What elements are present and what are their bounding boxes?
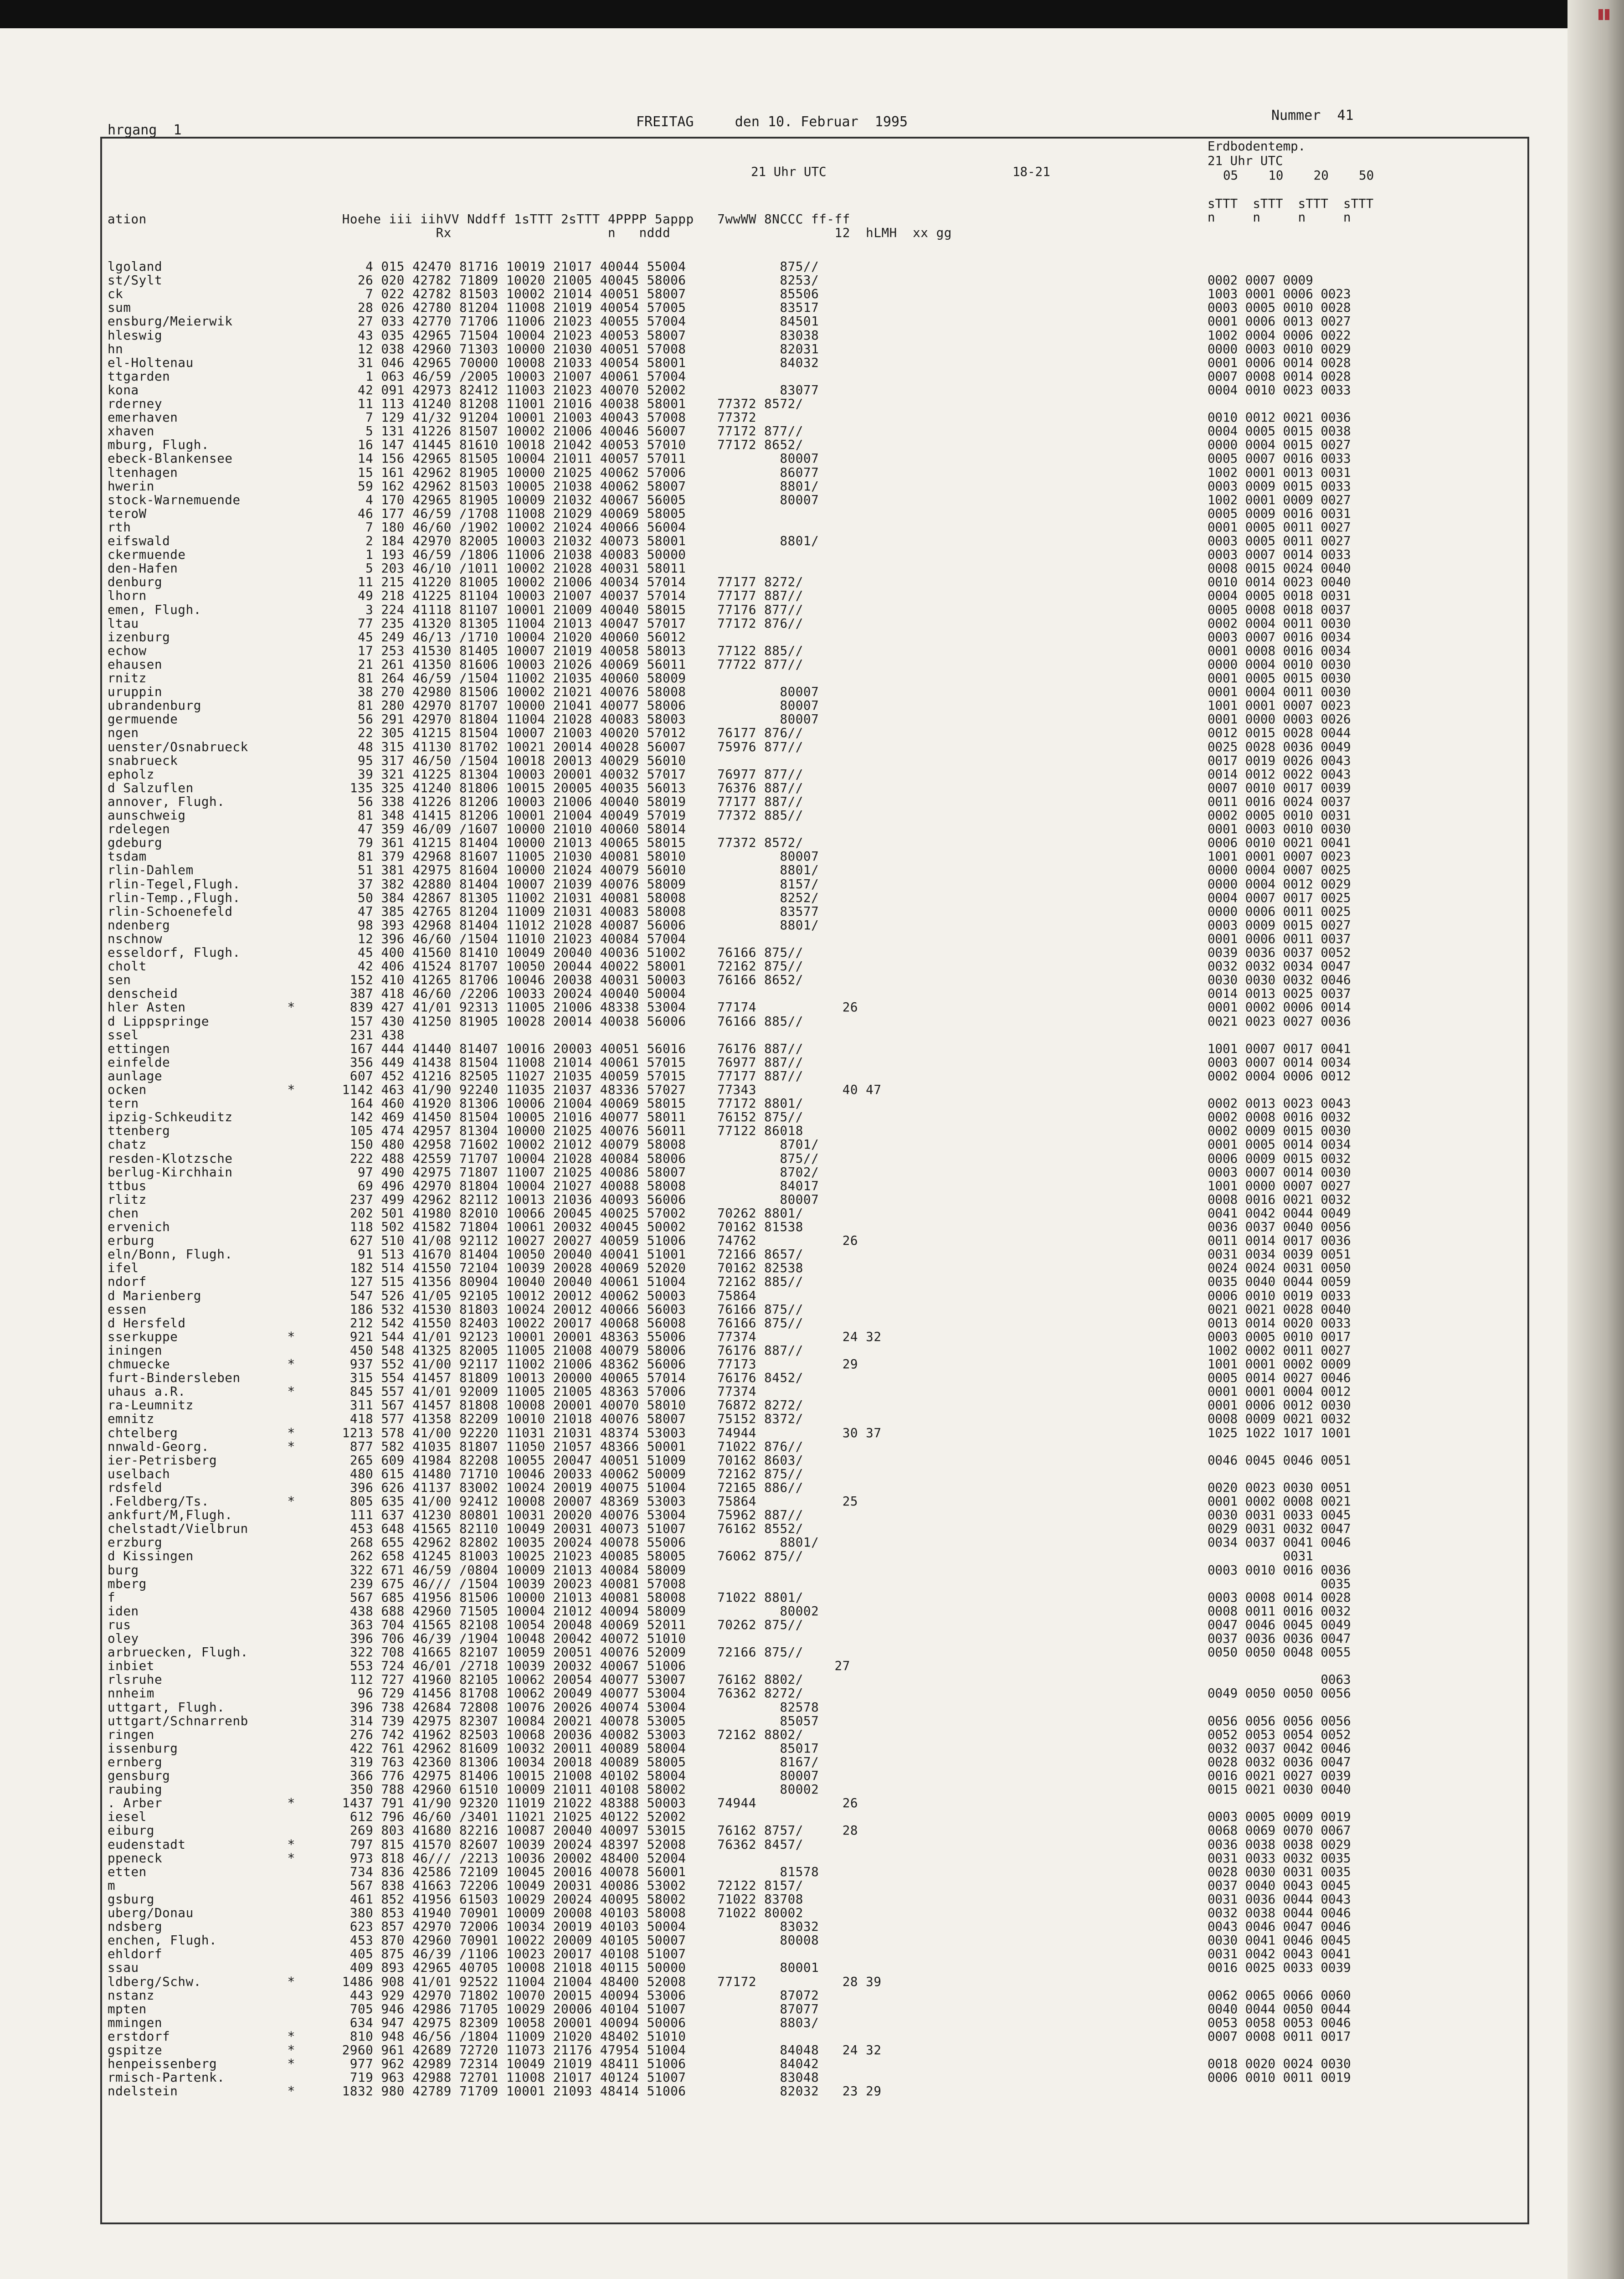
station-row: ubrandenburg 81 280 42970 81707 10000 21041 40077 58006 80007 — [108, 698, 819, 713]
station-row: esseldorf, Flugh. 45 400 41560 81410 10049 20040 40036 51002 76166 875// — [108, 945, 803, 960]
station-row: kona 42 091 42973 82412 11003 21023 40070 52002 83077 — [108, 382, 819, 397]
soil-temp-row: 0001 0001 0004 0012 — [1208, 1384, 1351, 1399]
station-row: tsdam 81 379 42968 81607 11005 21030 40081 58010 80007 — [108, 849, 819, 864]
station-row: ra-Leumnitz 311 567 41457 81808 10008 20001 40070 58010 76872 8272/ — [108, 1398, 803, 1413]
soil-temp-row: 0031 0036 0044 0043 — [1208, 1892, 1351, 1907]
station-row: uruppin 38 270 42980 81506 10002 21021 40076 58008 80007 — [108, 685, 819, 700]
soil-temp-row: 0002 0004 0006 0012 — [1208, 1068, 1351, 1083]
soil-temp-row: 0037 0036 0036 0047 — [1208, 1631, 1351, 1646]
station-row: nschnow 12 396 46/60 /1504 11010 21023 40084 57004 — [108, 931, 686, 946]
soil-temp-row: 0001 0005 0011 0027 — [1208, 520, 1351, 535]
header-top-rule — [100, 137, 1527, 139]
station-row: rlin-Tegel,Flugh. 37 382 42880 81404 10007 21039 40076 58009 8157/ — [108, 877, 819, 892]
soil-temp-row: 0001 0006 0011 0037 — [1208, 931, 1351, 946]
soil-temp-row: 0001 0002 0008 0021 — [1208, 1494, 1351, 1509]
header-date: FREITAG den 10. Februar 1995 — [636, 114, 908, 130]
station-row: ernberg 319 763 42360 81306 10034 20018 40089 58005 8167/ — [108, 1754, 819, 1769]
station-row: uhaus a.R. * 845 557 41/01 92009 11005 21005 48363 57006 77374 — [108, 1384, 756, 1399]
station-row: ngen 22 305 41215 81504 10007 21003 40020 57012 76177 876// — [108, 726, 803, 741]
station-row: chen 202 501 41980 82010 10066 20045 40025 57002 70262 8801/ — [108, 1206, 803, 1221]
station-row: eiburg 269 803 41680 82216 10087 20040 40097 53015 76162 8757/ 28 — [108, 1823, 858, 1838]
station-row: ltau 77 235 41320 81305 11004 21013 40047 57017 77172 876// — [108, 616, 803, 631]
station-row: germuende 56 291 42970 81804 11004 21028 40083 58003 80007 — [108, 712, 819, 727]
soil-title: Erdbodentemp. — [1208, 139, 1306, 154]
soil-temp-row: 0004 0010 0023 0033 — [1208, 382, 1351, 397]
station-row: ocken * 1142 463 41/90 92240 11035 21037 48336 57027 77343 40 47 — [108, 1083, 882, 1097]
soil-temp-row: 0003 0007 0014 0033 — [1208, 547, 1351, 562]
binding-shadow — [1567, 0, 1624, 2279]
station-row: d Marienberg 547 526 41/05 92105 10012 20012 40062 50003 75864 — [108, 1288, 756, 1303]
station-row: ck 7 022 42782 81503 10002 21014 40051 58007 85506 — [108, 287, 819, 302]
soil-temp-row: 1003 0001 0006 0023 — [1208, 287, 1351, 302]
soil-temp-row: 0021 0021 0028 0040 — [1208, 1302, 1351, 1317]
soil-temp-row: 0035 — [1208, 1576, 1351, 1591]
station-row: ssel 231 438 — [108, 1027, 405, 1042]
station-row: snabrueck 95 317 46/50 /1504 10018 20013 40029 56010 — [108, 753, 686, 768]
soil-temp-row: 0006 0010 0019 0033 — [1208, 1288, 1351, 1303]
station-row: rnitz 81 264 46/59 /1504 11002 21035 40060 58009 — [108, 671, 686, 686]
soil-temp-row: 0031 0034 0039 0051 — [1208, 1247, 1351, 1262]
station-row: d Salzuflen 135 325 41240 81806 10015 20005 40035 56013 76376 887// — [108, 780, 803, 795]
soil-temp-row: 0047 0046 0045 0049 — [1208, 1617, 1351, 1632]
soil-temp-row: 0030 0031 0033 0045 — [1208, 1508, 1351, 1523]
station-row: denscheid 387 418 46/60 /2206 10033 20024 40040 50004 — [108, 986, 686, 1001]
station-row: annover, Flugh. 56 338 41226 81206 10003 21006 40040 58019 77177 887// — [108, 794, 803, 809]
station-row: ppeneck * 973 818 46/// /2213 10036 20002 48400 52004 — [108, 1851, 686, 1866]
soil-temp-row: 1002 0004 0006 0022 — [1208, 328, 1351, 343]
station-row: raubing 350 788 42960 61510 10009 21011 40108 58002 80002 — [108, 1782, 819, 1797]
station-row: ifel 182 514 41550 72104 10039 20028 40069 52020 70162 82538 — [108, 1261, 803, 1276]
station-row: rth 7 180 46/60 /1902 10002 21024 40066 56004 — [108, 520, 686, 535]
left-vertical-rule — [100, 137, 102, 2224]
station-row: rlin-Schoenefeld 47 385 42765 81204 11009 21031 40083 58008 83577 — [108, 904, 819, 919]
soil-temp-row: 0002 0005 0010 0031 — [1208, 808, 1351, 823]
soil-temp-row: 0003 0005 0010 0017 — [1208, 1329, 1351, 1344]
station-row: f 567 685 41956 81506 10000 21013 40081 58008 71022 8801/ — [108, 1590, 803, 1605]
soil-temp-row: 0005 0014 0027 0046 — [1208, 1371, 1351, 1386]
soil-temp-row: 0006 0010 0021 0041 — [1208, 835, 1351, 851]
soil-temp-row: 0000 0006 0011 0025 — [1208, 904, 1351, 919]
station-row: d Hersfeld 212 542 41550 82403 10022 20017 40068 56008 76166 875// — [108, 1315, 803, 1330]
station-row: henpeissenberg * 977 962 42989 72314 10049 21019 48411 51006 84042 — [108, 2057, 819, 2072]
soil-temp-row: 0006 0009 0015 0032 — [1208, 1151, 1351, 1166]
soil-temp-row: 0050 0050 0048 0055 — [1208, 1645, 1351, 1660]
soil-temp-row: 0017 0019 0026 0043 — [1208, 753, 1351, 768]
soil-temp-row: 0008 0011 0016 0032 — [1208, 1604, 1351, 1619]
station-row: mburg, Flugh. 16 147 41445 81610 10018 21042 40053 57010 77172 8652/ — [108, 438, 803, 453]
soil-temp-row: 0011 0014 0017 0036 — [1208, 1233, 1351, 1248]
station-row: uttgart, Flugh. 396 738 42684 72808 10076 20026 40074 53004 82578 — [108, 1700, 819, 1715]
soil-temp-row: 0031 — [1208, 1549, 1313, 1564]
station-row: ebeck-Blankensee 14 156 42965 81505 10004 21011 40057 57011 80007 — [108, 451, 819, 466]
soil-temp-row: 0007 0008 0014 0028 — [1208, 369, 1351, 384]
station-row: ier-Petrisberg 265 609 41984 82208 10055 20047 40051 51009 70162 8603/ — [108, 1453, 803, 1468]
soil-temp-row: 0010 0014 0023 0040 — [1208, 575, 1351, 590]
soil-temp-row: 0000 0003 0010 0029 — [1208, 341, 1351, 356]
station-row: uenster/Osnabrueck 48 315 41130 81702 10021 20014 40028 56007 75976 877// — [108, 739, 803, 754]
station-row: resden-Klotzsche 222 488 42559 71707 10004 21028 40084 58006 875// — [108, 1151, 819, 1166]
soil-temp-row: 0001 0005 0014 0034 — [1208, 1137, 1351, 1152]
station-row: ehldorf 405 875 46/39 /1106 10023 20017 40108 51007 — [108, 1947, 686, 1962]
soil-temp-row: 0030 0041 0046 0045 — [1208, 1933, 1351, 1948]
station-row: gdeburg 79 361 41215 81404 10000 21013 40065 58015 77372 8572/ — [108, 835, 803, 851]
soil-temp-row: 0001 0004 0011 0030 — [1208, 685, 1351, 700]
soil-temp-row: 0004 0005 0015 0038 — [1208, 424, 1351, 439]
soil-temp-row: 0002 0007 0009 — [1208, 273, 1313, 288]
station-row: nstanz 443 929 42970 71802 10070 20015 40094 53006 87072 — [108, 1988, 819, 2003]
soil-temp-row: 0049 0050 0050 0056 — [1208, 1686, 1351, 1701]
station-row: hleswig 43 035 42965 71504 10004 21023 40053 58007 83038 — [108, 328, 819, 343]
station-row: chmuecke * 937 552 41/00 92117 11002 21006 48362 56006 77173 29 — [108, 1357, 858, 1372]
station-row: ervenich 118 502 41582 71804 10061 20032 40045 50002 70162 81538 — [108, 1220, 803, 1234]
soil-headings-line2: n n n n — [1208, 210, 1351, 225]
scan-top-strip — [0, 0, 1624, 28]
station-row: rlin-Dahlem 51 381 42975 81604 10000 21024 40079 56010 8801/ — [108, 863, 819, 878]
soil-temp-row: 1001 0000 0007 0027 — [1208, 1178, 1351, 1193]
soil-temp-row: 0029 0031 0032 0047 — [1208, 1521, 1351, 1537]
station-row: ehausen 21 261 41350 81606 10003 21026 40069 56011 77722 877// — [108, 657, 803, 672]
soil-temp-row: 0010 0012 0021 0036 — [1208, 410, 1351, 425]
station-row: hn 12 038 42960 71303 10000 21030 40051 57008 82031 — [108, 341, 819, 356]
station-row: epholz 39 321 41225 81304 10003 20001 40032 57017 76977 877// — [108, 767, 803, 782]
soil-temp-row: 0004 0007 0017 0025 — [1208, 890, 1351, 905]
soil-temp-row: 0000 0004 0015 0027 — [1208, 438, 1351, 453]
station-row: berlug-Kirchhain 97 490 42975 71807 11007 21025 40086 58007 8702/ — [108, 1165, 819, 1180]
soil-temp-row: 0014 0013 0025 0037 — [1208, 986, 1351, 1001]
station-row: mberg 239 675 46/// /1504 10039 20023 40081 57008 — [108, 1576, 686, 1591]
station-row: iningen 450 548 41325 82005 11005 21008 40079 58006 76176 887// — [108, 1343, 803, 1358]
soil-temp-row: 0005 0008 0018 0037 — [1208, 602, 1351, 617]
soil-temp-row: 0032 0032 0034 0047 — [1208, 959, 1351, 974]
station-row: rmisch-Partenk. 719 963 42988 72701 11008 21017 40124 51007 83048 — [108, 2070, 819, 2085]
soil-temp-row: 1001 0001 0007 0023 — [1208, 849, 1351, 864]
station-row: rdelegen 47 359 46/09 /1607 10000 21010 40060 58014 — [108, 822, 686, 837]
soil-temp-row: 0008 0009 0021 0032 — [1208, 1412, 1351, 1427]
soil-temp-row: 0003 0005 0011 0027 — [1208, 534, 1351, 548]
station-row: ipzig-Schkeuditz 142 469 41450 81504 10005 21016 40077 58011 76152 875// — [108, 1110, 803, 1125]
station-row: burg 322 671 46/59 /0804 10009 21013 40084 58009 — [108, 1562, 686, 1578]
station-row: xhaven 5 131 41226 81507 10002 21006 40046 56007 77172 877// — [108, 424, 803, 439]
station-row: nnwald-Georg. * 877 582 41035 81807 11050 21057 48366 50001 71022 876// — [108, 1439, 803, 1454]
soil-temp-row: 0003 0010 0016 0036 — [1208, 1562, 1351, 1578]
station-row: echow 17 253 41530 81405 10007 21019 40058 58013 77122 885// — [108, 643, 803, 658]
station-row: sum 28 026 42780 81204 11008 21019 40054 57005 83517 — [108, 300, 819, 315]
soil-temp-row: 0063 — [1208, 1672, 1351, 1687]
soil-temp-row: 0053 0058 0053 0046 — [1208, 2015, 1351, 2030]
soil-temp-row: 1001 0001 0002 0009 — [1208, 1357, 1351, 1372]
station-row: emen, Flugh. 3 224 41118 81107 10001 21009 40040 58015 77176 877// — [108, 602, 803, 617]
station-row: .Feldberg/Ts. * 805 635 41/00 92412 10008 20007 48369 53003 75864 25 — [108, 1494, 858, 1509]
station-row: oley 396 706 46/39 /1904 10048 20042 40072 51010 — [108, 1631, 686, 1646]
station-row: gsburg 461 852 41956 61503 10029 20024 40095 58002 71022 83708 — [108, 1892, 803, 1907]
soil-temp-row: 0002 0004 0011 0030 — [1208, 616, 1351, 631]
soil-temp-row: 0028 0032 0036 0047 — [1208, 1754, 1351, 1769]
page-marker-tabs — [1597, 9, 1615, 23]
station-row: iesel 612 796 46/60 /3401 11021 21025 40122 52002 — [108, 1810, 686, 1825]
station-row: mpten 705 946 42986 71705 10029 20006 40104 51007 87077 — [108, 2001, 819, 2016]
station-row: chatz 150 480 42958 71602 10002 21012 40079 58008 8701/ — [108, 1137, 819, 1152]
soil-temp-row: 0003 0008 0014 0028 — [1208, 1590, 1351, 1605]
station-row: nnheim 96 729 41456 81708 10062 20049 40077 53004 76362 8272/ — [108, 1686, 803, 1701]
station-row: ndenberg 98 393 42968 81404 11012 21028 40087 56006 8801/ — [108, 918, 819, 933]
soil-temp-row: 0001 0005 0015 0030 — [1208, 671, 1351, 686]
soil-temp-row: 0030 0030 0032 0046 — [1208, 973, 1351, 988]
station-row: ndelstein * 1832 980 42789 71709 10001 21093 48414 51006 82032 23 29 — [108, 2084, 882, 2099]
soil-temp-row: 0001 0008 0016 0034 — [1208, 643, 1351, 658]
station-row: hler Asten * 839 427 41/01 92313 11005 21006 48338 53004 77174 26 — [108, 1000, 858, 1015]
soil-temp-row: 0003 0005 0010 0028 — [1208, 300, 1351, 315]
soil-temp-row: 1002 0002 0011 0027 — [1208, 1343, 1351, 1358]
station-row: gspitze * 2960 961 42689 72720 11073 21176 47954 51004 84048 24 32 — [108, 2043, 882, 2057]
soil-headings-line1: sTTT sTTT sTTT sTTT — [1208, 196, 1374, 211]
soil-temp-row: 0034 0037 0041 0046 — [1208, 1535, 1351, 1550]
station-row: . Arber * 1437 791 41/90 92320 11019 21022 48388 50003 74944 26 — [108, 1796, 858, 1811]
soil-temp-row: 0016 0025 0033 0039 — [1208, 1960, 1351, 1975]
station-row: rlsruhe 112 727 41960 82105 10062 20054 40077 53007 76162 8802/ — [108, 1672, 803, 1687]
station-row: sen 152 410 41265 81706 10046 20038 40031 50003 76166 8652/ — [108, 973, 803, 988]
soil-temp-row: 0005 0007 0016 0033 — [1208, 451, 1351, 466]
soil-temp-row: 0016 0021 0027 0039 — [1208, 1769, 1351, 1783]
station-row: st/Sylt 26 020 42782 71809 10020 21005 40045 58006 8253/ — [108, 273, 819, 288]
station-row: furt-Bindersleben 315 554 41457 81809 10013 20000 40065 57014 76176 8452/ — [108, 1371, 803, 1386]
station-row: sserkuppe * 921 544 41/01 92123 10001 20001 48363 55006 77374 24 32 — [108, 1329, 882, 1344]
station-row: stock-Warnemuende 4 170 42965 81905 10009 21032 40067 56005 80007 — [108, 492, 819, 507]
station-row: d Kissingen 262 658 41245 81003 10025 21023 40085 58005 76062 875// — [108, 1549, 803, 1564]
station-row: emerhaven 7 129 41/32 91204 10001 21003 40043 57008 77372 — [108, 410, 756, 425]
soil-temp-row: 0001 0002 0006 0014 — [1208, 1000, 1351, 1015]
soil-temp-row: 0024 0024 0031 0050 — [1208, 1261, 1351, 1276]
group-synop-time: 21 Uhr UTC — [751, 165, 827, 179]
station-row: teroW 46 177 46/59 /1708 11008 21029 40069 58005 — [108, 506, 686, 521]
station-row: etten 734 836 42586 72109 10045 20016 40078 56001 81578 — [108, 1864, 819, 1879]
soil-temp-row: 0036 0037 0040 0056 — [1208, 1220, 1351, 1234]
soil-temp-row: 0013 0014 0020 0033 — [1208, 1315, 1351, 1330]
station-row: aunlage 607 452 41216 82505 11027 21035 40059 57015 77177 887// — [108, 1068, 803, 1083]
station-row: aunschweig 81 348 41415 81206 10001 21004 40049 57019 77372 885// — [108, 808, 803, 823]
station-row: eudenstadt * 797 815 41570 82607 10039 20024 48397 52008 76362 8457/ — [108, 1837, 803, 1852]
soil-temp-row: 0001 0006 0014 0028 — [1208, 355, 1351, 370]
soil-temp-row: 0015 0021 0030 0040 — [1208, 1782, 1351, 1797]
station-row: essen 186 532 41530 81803 10024 20012 40066 56003 76166 875// — [108, 1302, 803, 1317]
station-row: m 567 838 41663 72206 10049 20031 40086 53002 72122 8157/ — [108, 1878, 803, 1893]
soil-temp-row: 0007 0008 0011 0017 — [1208, 2029, 1351, 2044]
soil-temp-row: 0062 0065 0066 0060 — [1208, 1988, 1351, 2003]
soil-temp-row: 0003 0009 0015 0027 — [1208, 918, 1351, 933]
soil-temp-row: 0031 0042 0043 0041 — [1208, 1947, 1351, 1962]
soil-depths: 05 10 20 50 — [1223, 168, 1374, 183]
soil-temp-row: 0003 0007 0016 0034 — [1208, 629, 1351, 645]
soil-temp-row: 0041 0042 0044 0049 — [1208, 1206, 1351, 1221]
soil-temp-row: 0039 0036 0037 0052 — [1208, 945, 1351, 960]
soil-temp-row: 0001 0006 0013 0027 — [1208, 314, 1351, 329]
station-row: rdsfeld 396 626 41137 83002 10024 20019 40075 51004 72165 886// — [108, 1480, 803, 1495]
soil-temp-row: 0032 0037 0042 0046 — [1208, 1741, 1351, 1756]
soil-temp-row: 0003 0007 0014 0030 — [1208, 1165, 1351, 1180]
station-row: rlin-Temp.,Flugh. 50 384 42867 81305 11002 21031 40081 58008 8252/ — [108, 890, 819, 905]
soil-temp-row: 0056 0056 0056 0056 — [1208, 1713, 1351, 1728]
soil-temp-row: 0035 0040 0044 0059 — [1208, 1274, 1351, 1289]
station-row: ckermuende 1 193 46/59 /1806 11006 21038 40083 50000 — [108, 547, 686, 562]
soil-temp-row: 0040 0044 0050 0044 — [1208, 2001, 1351, 2016]
station-row: ndsberg 623 857 42970 72006 10034 20019 40103 50004 83032 — [108, 1919, 819, 1934]
station-row: denburg 11 215 41220 81005 10002 21006 40034 57014 77177 8272/ — [108, 575, 803, 590]
soil-temp-row: 0028 0030 0031 0035 — [1208, 1864, 1351, 1879]
soil-temp-row: 0036 0038 0038 0029 — [1208, 1837, 1351, 1852]
soil-temp-row: 0006 0010 0011 0019 — [1208, 2070, 1351, 2085]
station-row: ttenberg 105 474 42957 81304 10000 21025 40076 56011 77122 86018 — [108, 1124, 803, 1139]
soil-temp-row: 0003 0007 0014 0034 — [1208, 1055, 1351, 1070]
station-row: ttbus 69 496 42970 81804 10004 21027 40088 58008 84017 — [108, 1178, 819, 1193]
station-row: ssau 409 893 42965 40705 10008 21018 40115 50000 80001 — [108, 1960, 819, 1975]
soil-temp-row: 0052 0053 0054 0052 — [1208, 1727, 1351, 1742]
station-row: ltenhagen 15 161 42962 81905 10000 21025 40062 57006 86077 — [108, 465, 819, 480]
soil-temp-row: 0043 0046 0047 0046 — [1208, 1919, 1351, 1934]
station-row: inbiet 553 724 46/01 /2718 10039 20032 40067 51006 27 — [108, 1659, 850, 1674]
soil-temp-row: 0031 0033 0032 0035 — [1208, 1851, 1351, 1866]
soil-temp-row: 0003 0005 0009 0019 — [1208, 1810, 1351, 1825]
station-row: uttgart/Schnarrenb 314 739 42975 82307 10084 20021 40078 53005 85057 — [108, 1713, 819, 1728]
soil-temp-row: 0003 0009 0015 0033 — [1208, 479, 1351, 494]
station-row: gensburg 366 776 42975 81406 10015 21008 40102 58004 80007 — [108, 1769, 819, 1783]
soil-temp-row: 0011 0016 0024 0037 — [1208, 794, 1351, 809]
station-row: enchen, Flugh. 453 870 42960 70901 10022 20009 40105 50007 80008 — [108, 1933, 819, 1948]
station-row: lgoland 4 015 42470 81716 10019 21017 40044 55004 875// — [108, 259, 819, 274]
station-row: erzburg 268 655 42962 82802 10035 20024 40078 55006 8801/ — [108, 1535, 819, 1550]
station-row: cholt 42 406 41524 81707 10050 20044 40022 58001 72162 875// — [108, 959, 803, 974]
soil-temp-row: 0018 0020 0024 0030 — [1208, 2057, 1351, 2072]
soil-temp-row: 0000 0004 0012 0029 — [1208, 877, 1351, 892]
station-row: einfelde 356 449 41438 81504 11008 21014 40061 57015 76977 887// — [108, 1055, 803, 1070]
soil-temp-row: 0002 0013 0023 0043 — [1208, 1096, 1351, 1111]
station-row: eifswald 2 184 42970 82005 10003 21032 40073 58001 8801/ — [108, 534, 819, 548]
soil-temp-row: 0001 0000 0003 0026 — [1208, 712, 1351, 727]
soil-temp-row: 0020 0023 0030 0051 — [1208, 1480, 1351, 1495]
soil-temp-row: 0014 0012 0022 0043 — [1208, 767, 1351, 782]
soil-time: 21 Uhr UTC — [1208, 154, 1283, 168]
soil-temp-row: 0000 0004 0010 0030 — [1208, 657, 1351, 672]
soil-temp-row: 0004 0005 0018 0031 — [1208, 588, 1351, 603]
soil-temp-row: 0001 0003 0010 0030 — [1208, 822, 1351, 837]
station-row: den-Hafen 5 203 46/10 /1011 10002 21028 40031 58011 — [108, 561, 686, 576]
soil-temp-row: 1002 0001 0009 0027 — [1208, 492, 1351, 507]
column-headings-line1: ation Hoehe iii iihVV Nddff 1sTTT 2sTTT 4PPPP 5appp 7wwWW 8NCCC ff-ff — [108, 212, 850, 227]
station-row: ringen 276 742 41962 82503 10068 20036 40082 53003 72162 8802/ — [108, 1727, 803, 1742]
header-volume: hrgang 1 — [108, 122, 182, 138]
right-vertical-rule — [1527, 137, 1529, 2224]
station-row: hwerin 59 162 42962 81503 10005 21038 40062 58007 8801/ — [108, 479, 819, 494]
station-row: arbruecken, Flugh. 322 708 41665 82107 10059 20051 40076 52009 72166 875// — [108, 1645, 803, 1660]
station-row: lhorn 49 218 41225 81104 10003 21007 40037 57014 77177 887// — [108, 588, 803, 603]
station-row: ettingen 167 444 41440 81407 10016 20003 40051 56016 76176 887// — [108, 1041, 803, 1056]
station-row: chtelberg * 1213 578 41/00 92220 11031 21031 48374 53003 74944 30 37 — [108, 1425, 882, 1440]
station-row: el-Holtenau 31 046 42965 70000 10008 21033 40054 58001 84032 — [108, 355, 819, 370]
soil-temp-row: 0025 0028 0036 0049 — [1208, 739, 1351, 754]
station-row: ankfurt/M,Flugh. 111 637 41230 80801 10031 20020 40076 53004 75962 887// — [108, 1508, 803, 1523]
soil-temp-row: 0007 0010 0017 0039 — [1208, 780, 1351, 795]
soil-temp-row: 0068 0069 0070 0067 — [1208, 1823, 1351, 1838]
soil-temp-row: 0001 0006 0012 0030 — [1208, 1398, 1351, 1413]
soil-temp-row: 1002 0001 0013 0031 — [1208, 465, 1351, 480]
station-row: erburg 627 510 41/08 92112 10027 20027 40059 51006 74762 26 — [108, 1233, 858, 1248]
soil-temp-row: 0008 0016 0021 0032 — [1208, 1192, 1351, 1207]
station-row: uselbach 480 615 41480 71710 10046 20033 40062 50009 72162 875// — [108, 1466, 803, 1481]
soil-temp-row: 1025 1022 1017 1001 — [1208, 1425, 1351, 1440]
station-row: chelstadt/Vielbrun 453 648 41565 82110 10049 20031 40073 51007 76162 8552/ — [108, 1521, 803, 1537]
station-row: mmingen 634 947 42975 82309 10058 20001 40094 50006 8803/ — [108, 2015, 819, 2030]
soil-temp-row: 0046 0045 0046 0051 — [1208, 1453, 1351, 1468]
soil-temp-row: 0037 0040 0043 0045 — [1208, 1878, 1351, 1893]
soil-temp-row: 0000 0004 0007 0025 — [1208, 863, 1351, 878]
station-row: ldberg/Schw. * 1486 908 41/01 92522 11004 21004 48400 52008 77172 28 39 — [108, 1974, 882, 1989]
station-row: eln/Bonn, Flugh. 91 513 41670 81404 10050 20040 40041 51001 72166 8657/ — [108, 1247, 803, 1262]
station-row: uberg/Donau 380 853 41940 70901 10009 20008 40103 58008 71022 80002 — [108, 1906, 803, 1920]
bottom-rule — [100, 2222, 1527, 2224]
header-number: Nummer 41 — [1271, 108, 1354, 124]
soil-temp-row: 0021 0023 0027 0036 — [1208, 1014, 1351, 1029]
soil-temp-row: 0005 0009 0016 0031 — [1208, 506, 1351, 521]
station-row: ndorf 127 515 41356 80904 10040 20040 40061 51004 72162 885// — [108, 1274, 803, 1289]
station-row: tern 164 460 41920 81306 10006 21004 40069 58015 77172 8801/ — [108, 1096, 803, 1111]
station-row: ensburg/Meierwik 27 033 42770 71706 11006 21023 40055 57004 84501 — [108, 314, 819, 329]
station-row: iden 438 688 42960 71505 10004 21012 40094 58009 80002 — [108, 1604, 819, 1619]
station-row: d Lippspringe 157 430 41250 81905 10028 20014 40038 56006 76166 885// — [108, 1014, 803, 1029]
soil-temp-row: 1001 0001 0007 0023 — [1208, 698, 1351, 713]
station-row: emnitz 418 577 41358 82209 10010 21018 40076 58007 75152 8372/ — [108, 1412, 803, 1427]
soil-temp-row: 0002 0009 0015 0030 — [1208, 1124, 1351, 1139]
station-row: ttgarden 1 063 46/59 /2005 10003 21007 40061 57004 — [108, 369, 686, 384]
soil-temp-row: 0032 0038 0044 0046 — [1208, 1906, 1351, 1920]
soil-temp-row: 0012 0015 0028 0044 — [1208, 726, 1351, 741]
station-row: rus 363 704 41565 82108 10054 20048 40069 52011 70262 875// — [108, 1617, 803, 1632]
station-row: izenburg 45 249 46/13 /1710 10004 21020 40060 56012 — [108, 629, 686, 645]
station-row: issenburg 422 761 42962 81609 10032 20011 40089 58004 85017 — [108, 1741, 819, 1756]
soil-temp-row: 1001 0007 0017 0041 — [1208, 1041, 1351, 1056]
station-row: rlitz 237 499 42962 82112 10013 21036 40093 56006 80007 — [108, 1192, 819, 1207]
station-row: erstdorf * 810 948 46/56 /1804 11009 21020 48402 51010 — [108, 2029, 686, 2044]
group-window: 18-21 — [1012, 165, 1050, 179]
column-headings-line2: Rx n nddd 12 hLMH xx gg — [108, 226, 952, 240]
soil-temp-row: 0002 0008 0016 0032 — [1208, 1110, 1351, 1125]
soil-temp-row: 0008 0015 0024 0040 — [1208, 561, 1351, 576]
station-row: rderney 11 113 41240 81208 11001 21016 40038 58001 77372 8572/ — [108, 397, 803, 411]
